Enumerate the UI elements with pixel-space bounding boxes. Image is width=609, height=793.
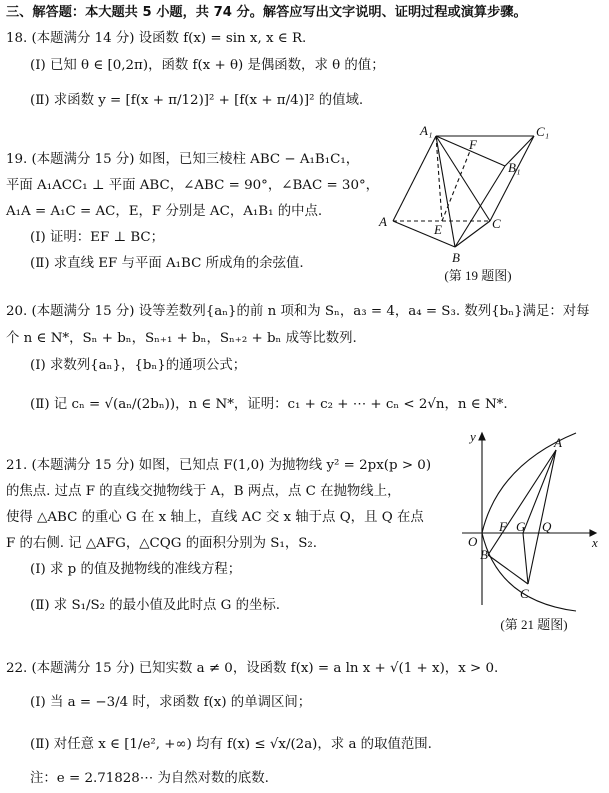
edge-a1-a xyxy=(393,136,436,221)
q22-note: 注：e = 2.71828⋯ 为自然对数的底数. xyxy=(30,771,269,786)
label-axis-y: y xyxy=(470,429,476,444)
label-focus-f: F xyxy=(499,519,507,534)
parabola-figure xyxy=(458,425,604,635)
label-b1: B₁ xyxy=(508,160,521,175)
edge-b-c xyxy=(455,221,490,247)
q19-line1: 19. (本题满分 15 分) 如图，已知三棱柱 ABC − A₁B₁C₁， xyxy=(6,152,360,167)
q19-part2: (Ⅱ) 求直线 EF 与平面 A₁BC 所成角的余弦值. xyxy=(30,256,304,271)
label-a: A xyxy=(379,214,387,229)
label-point-c: C xyxy=(520,586,529,601)
edge-a1-c xyxy=(436,136,490,221)
label-b: B xyxy=(452,250,460,265)
q20-part1: (Ⅰ) 求数列{aₙ}，{bₙ}的通项公式； xyxy=(30,358,247,373)
segment-ef-hidden xyxy=(442,151,470,221)
q22-part2: (Ⅱ) 对任意 x ∈ [1/e², +∞) 均有 f(x) ≤ √x/(2a)，求 a 的取值范围. xyxy=(30,737,432,752)
parabola-curve xyxy=(482,433,576,611)
section-title: 三、解答题：本大题共 5 小题，共 74 分。解答应写出文字说明、证明过程或演算步骤。 xyxy=(6,5,527,20)
figure21-caption: (第 21 题图) xyxy=(500,617,568,632)
prism-figure xyxy=(370,124,590,286)
q21-part1: (Ⅰ) 求 p 的值及抛物线的准线方程； xyxy=(30,562,242,577)
q21-line2: 的焦点. 过点 F 的直线交抛物线于 A，B 两点，点 C 在抛物线上， xyxy=(6,484,401,499)
q20-line1: 20. (本题满分 15 分) 设等差数列{aₙ}的前 n 项和为 Sₙ，a₃ = 4，a₄ = S₃. 数列{bₙ}满足：对每 xyxy=(6,304,590,319)
chord-bc xyxy=(488,555,528,584)
edge-a-b xyxy=(393,221,455,247)
label-e: E xyxy=(434,222,442,237)
q19-line3: A₁A = A₁C = AC，E，F 分别是 AC，A₁B₁ 的中点. xyxy=(6,204,323,219)
segment-gc xyxy=(523,533,528,584)
figure19-caption: (第 19 题图) xyxy=(444,268,512,283)
edge-c1-c xyxy=(490,136,534,221)
q18-stem: 18. (本题满分 14 分) 设函数 f(x) = sin x, x ∈ R. xyxy=(6,31,307,46)
label-point-a: A xyxy=(554,435,562,450)
label-origin: O xyxy=(468,534,478,549)
q18-part1: (Ⅰ) 已知 θ ∈ [0,2π)，函数 f(x + θ) 是偶函数，求 θ 的值； xyxy=(30,58,385,73)
q21-line3: 使得 △ABC 的重心 G 在 x 轴上，直线 AC 交 x 轴于点 Q，且 Q 在点 xyxy=(6,510,424,525)
q22-stem: 22. (本题满分 15 分) 已知实数 a ≠ 0，设函数 f(x) = a ln x + √(1 + x)，x > 0. xyxy=(6,661,499,676)
label-f: F xyxy=(469,137,477,152)
q20-line2: 个 n ∈ N*，Sₙ + bₙ，Sₙ₊₁ + bₙ，Sₙ₊₂ + bₙ 成等比数列. xyxy=(6,331,357,346)
q19-part1: (Ⅰ) 证明：EF ⊥ BC； xyxy=(30,230,165,245)
label-point-b: B xyxy=(480,547,488,562)
q19-line2: 平面 A₁ACC₁ ⊥ 平面 ABC，∠ABC = 90°，∠BAC = 30°， xyxy=(6,178,380,193)
label-c: C xyxy=(492,216,501,231)
q21-line1: 21. (本题满分 15 分) 如图，已知点 F(1,0) 为抛物线 y² = 2px(p > 0) xyxy=(6,458,432,473)
segment-a1-e-hidden xyxy=(436,136,442,221)
q20-part2: (Ⅱ) 记 cₙ = √(aₙ/(2bₙ))，n ∈ N*，证明：c₁ + c₂ + ⋯ + cₙ < 2√n，n ∈ N*. xyxy=(30,397,508,412)
q21-part2: (Ⅱ) 求 S₁/S₂ 的最小值及此时点 G 的坐标. xyxy=(30,598,281,613)
q18-part2: (Ⅱ) 求函数 y = [f(x + π/12)]² + [f(x + π/4)]² 的值域. xyxy=(30,93,364,108)
label-point-q: Q xyxy=(542,519,552,534)
label-c1: C₁ xyxy=(536,124,550,139)
label-a1: A₁ xyxy=(420,124,433,138)
label-centroid-g: G xyxy=(516,519,526,534)
label-axis-x: x xyxy=(592,535,598,550)
q22-part1: (Ⅰ) 当 a = −3/4 时，求函数 f(x) 的单调区间； xyxy=(30,695,312,710)
q21-line4: F 的右侧. 记 △AFG，△CQG 的面积分别为 S₁，S₂. xyxy=(6,536,318,551)
y-axis-arrow xyxy=(479,433,485,440)
chord-ac xyxy=(528,450,556,584)
